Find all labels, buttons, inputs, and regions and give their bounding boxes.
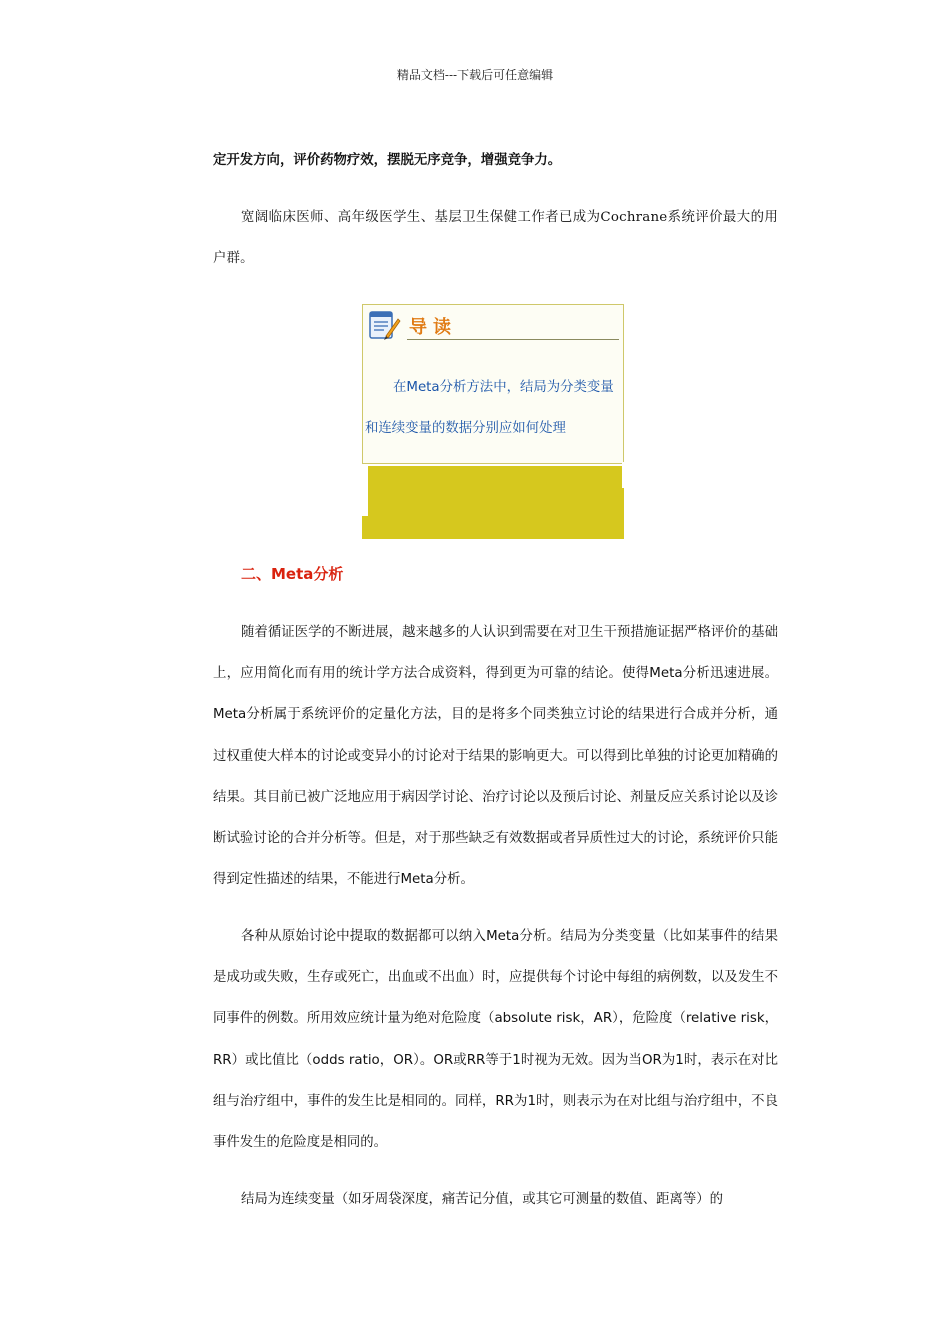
paragraph-meta-analysis-intro: 随着循证医学的不断进展，越来越多的人认识到需要在对卫生干预措施证据严格评价的基础上，应用简化而有用的统计学方法合成资料，得到更为可靠的结论。使得Meta分析迅速进展。Meta分析属于系统评价的定量化方法，目的是将多个同类独立讨论的结果进行合成并分析，通过权重使大样本的讨论或变异小的讨论对于结果的影响更大。可以得到比单独的讨论更加精确的结果。其目前已被广泛地应用于病因学讨论、治疗讨论以及预后讨论、剂量反应关系讨论以及诊断试验讨论的合并分析等。但是，对于那些缺乏有效数据或者异质性过大的讨论，系统评价只能得到定性描述的结果，不能进行Meta分析。 <box>213 625 778 888</box>
callout-frame <box>362 304 624 464</box>
section-heading: 二、Meta分析 <box>241 565 344 583</box>
reading-guide-callout <box>362 304 624 539</box>
callout-divider <box>407 339 619 340</box>
callout-title: 导读 <box>409 317 457 338</box>
paragraph-continuation: 定开发方向，评价药物疗效，摆脱无序竞争，增强竞争力。 <box>213 153 562 168</box>
paragraph-categorical-outcomes: 各种从原始讨论中提取的数据都可以纳入Meta分析。结局为分类变量（比如某事件的结果是成功或失败，生存或死亡，出血或不出血）时，应提供每个讨论中每组的病例数，以及发生不同事件的例数。所用效应统计量为绝对危险度（absolute risk，AR），危险度（relative risk，RR）或比值比（odds ratio，OR）。OR或RR等于1时视为无效。因为当OR为1时，表示在对比组与治疗组中，事件的发生比是相同的。同样，RR为1时，则表示为在对比组与治疗组中，不良事件发生的危险度是相同的。 <box>213 929 778 1151</box>
paragraph-cochrane-users: 宽阔临床医师、高年级医学生、基层卫生保健工作者已成为Cochrane系统评价最大的用户群。 <box>213 210 778 267</box>
paragraph-continuous-outcomes: 结局为连续变量（如牙周袋深度，痛苦记分值，或其它可测量的数值、距离等）的 <box>241 1192 724 1207</box>
page-header: 精品文档---下载后可任意编辑 <box>396 68 554 82</box>
callout-decorative-band <box>362 466 624 539</box>
notepad-pencil-icon <box>367 307 401 341</box>
callout-band-notch <box>362 466 368 516</box>
callout-body: 在Meta分析方法中，结局为分类变量和连续变量的数据分别应如何处理 <box>365 380 614 436</box>
callout-band-gap <box>622 462 624 488</box>
